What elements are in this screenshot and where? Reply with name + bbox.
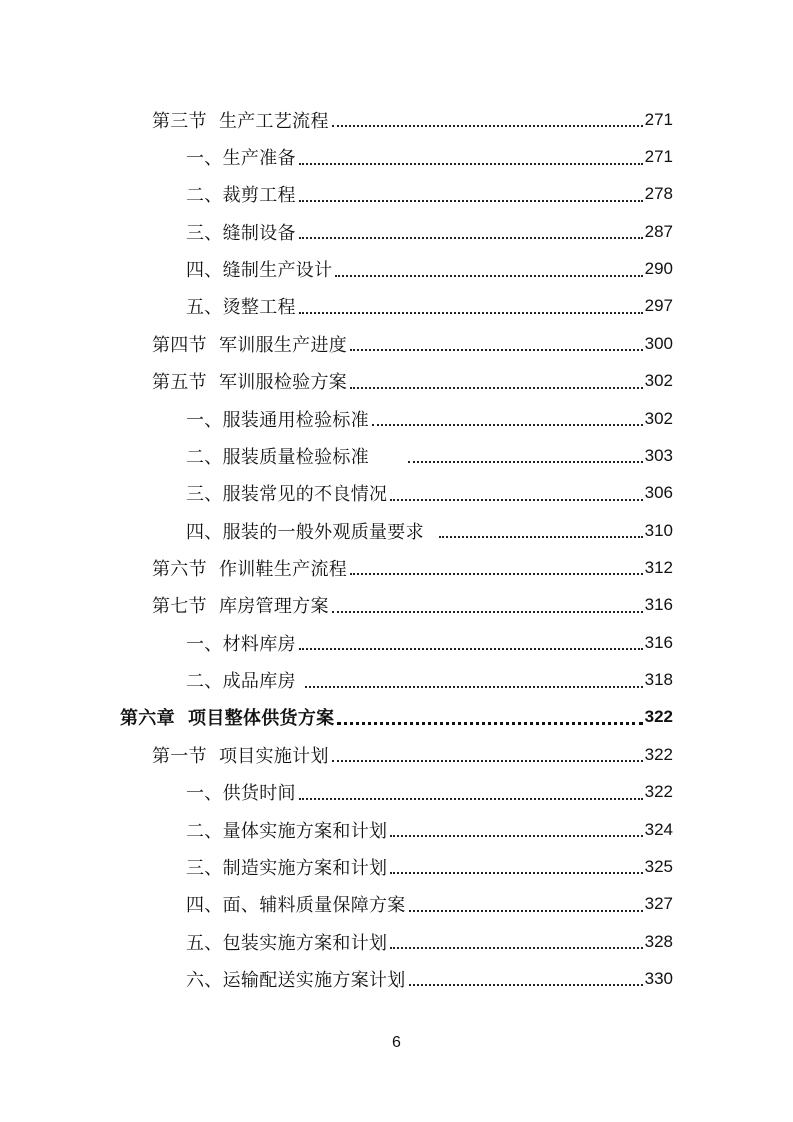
toc-entry-title: 六、运输配送实施方案计划 — [186, 969, 406, 991]
toc-entry-page-number: 271 — [644, 109, 673, 129]
toc-entry-page-number: 325 — [644, 856, 673, 876]
toc-entry-title: 第六章 项目整体供货方案 — [120, 708, 335, 730]
toc-subsection-entry[interactable] — [0, 848, 793, 885]
toc-entry-title: 二、裁剪工程 — [186, 185, 296, 207]
toc-dot-leader — [390, 871, 642, 874]
toc-dot-leader — [337, 721, 642, 725]
toc-dot-leader — [332, 124, 643, 127]
toc-entry-title: 一、生产准备 — [186, 148, 296, 170]
toc-section-entry[interactable] — [0, 101, 793, 138]
page-number: 6 — [392, 1034, 401, 1051]
toc-section-entry[interactable] — [0, 325, 793, 362]
toc-dot-leader — [332, 610, 643, 613]
toc-entry-title: 一、供货时间 — [186, 783, 296, 805]
toc-subsection-entry[interactable] — [0, 400, 793, 437]
toc-entry-title: 二、成品库房 — [186, 671, 302, 693]
toc-section-entry[interactable] — [0, 363, 793, 400]
toc-dot-leader — [350, 348, 643, 351]
toc-entry-title: 第四节 军训服生产进度 — [152, 334, 348, 356]
toc-entry-title: 第一节 项目实施计划 — [152, 745, 329, 767]
toc-entry-title: 三、制造实施方案和计划 — [186, 857, 388, 879]
toc-entry-page-number: 271 — [644, 147, 673, 167]
toc-subsection-entry[interactable] — [0, 923, 793, 960]
toc-entry-page-number: 322 — [644, 782, 673, 802]
toc-entry-page-number: 300 — [644, 333, 673, 353]
toc-entry-page-number: 322 — [644, 744, 673, 764]
toc-dot-leader — [372, 423, 643, 426]
toc-entry-title: 二、量体实施方案和计划 — [186, 820, 388, 842]
toc-subsection-entry[interactable] — [0, 213, 793, 250]
toc-dot-leader — [299, 162, 643, 165]
toc-entry-page-number: 316 — [644, 595, 673, 615]
toc-subsection-entry[interactable] — [0, 773, 793, 810]
toc-subsection-entry[interactable] — [0, 512, 793, 549]
toc-entry-title: 四、服装的一般外观质量要求 — [186, 521, 436, 543]
toc-section-entry[interactable] — [0, 736, 793, 773]
toc-dot-leader — [299, 311, 643, 314]
toc-entry-page-number: 327 — [644, 894, 673, 914]
toc-subsection-entry[interactable] — [0, 176, 793, 213]
toc-entry-page-number: 310 — [644, 520, 673, 540]
toc-entry-title: 三、服装常见的不良情况 — [186, 484, 388, 506]
toc-dot-leader — [408, 460, 642, 463]
toc-dot-leader — [350, 572, 643, 575]
toc-entry-title: 第三节 生产工艺流程 — [152, 110, 329, 132]
toc-subsection-entry[interactable] — [0, 624, 793, 661]
toc-dot-leader — [299, 199, 643, 202]
toc-entry-page-number: 302 — [644, 371, 673, 391]
toc-entry-page-number: 322 — [644, 707, 673, 727]
toc-entry-title: 一、服装通用检验标准 — [186, 409, 369, 431]
toc-entry-page-number: 328 — [644, 931, 673, 951]
toc-subsection-entry[interactable] — [0, 250, 793, 287]
toc-dot-leader — [409, 909, 643, 912]
toc-entry-page-number: 318 — [644, 670, 673, 690]
toc-dot-leader — [335, 274, 642, 277]
toc-section-entry[interactable] — [0, 549, 793, 586]
toc-entry-page-number: 287 — [644, 221, 673, 241]
toc-entry-page-number: 330 — [644, 968, 673, 988]
toc-dot-leader — [390, 498, 642, 501]
toc-entry-title: 四、缝制生产设计 — [186, 260, 333, 282]
toc-subsection-entry[interactable] — [0, 960, 793, 997]
toc-entry-page-number: 324 — [644, 819, 673, 839]
toc-dot-leader — [439, 535, 643, 538]
toc-entry-page-number: 297 — [644, 296, 673, 316]
toc-subsection-entry[interactable] — [0, 437, 793, 474]
toc-entry-page-number: 306 — [644, 483, 673, 503]
toc-dot-leader — [299, 236, 643, 239]
toc-subsection-entry[interactable] — [0, 886, 793, 923]
toc-entry-page-number: 316 — [644, 632, 673, 652]
toc-subsection-entry[interactable] — [0, 661, 793, 698]
toc-subsection-entry[interactable] — [0, 288, 793, 325]
toc-entry-title: 第七节 库房管理方案 — [152, 596, 329, 618]
toc-entry-page-number: 290 — [644, 259, 673, 279]
toc-entry-title: 五、包装实施方案和计划 — [186, 932, 388, 954]
toc-entry-page-number: 303 — [644, 445, 673, 465]
toc-entry-page-number: 312 — [644, 557, 673, 577]
toc-entry-title: 五、烫整工程 — [186, 297, 296, 319]
toc-entry-title: 三、缝制设备 — [186, 222, 296, 244]
toc-dot-leader — [390, 946, 642, 949]
toc-entry-title: 第五节 军训服检验方案 — [152, 372, 348, 394]
toc-entry-page-number: 278 — [644, 184, 673, 204]
toc-entry-title: 四、面、辅料质量保障方案 — [186, 895, 406, 917]
toc-subsection-entry[interactable] — [0, 811, 793, 848]
toc-dot-leader — [409, 983, 643, 986]
table-of-contents — [0, 101, 793, 998]
toc-entry-title: 第六节 作训鞋生产流程 — [152, 558, 348, 580]
toc-entry-title: 一、材料库房 — [186, 633, 296, 655]
toc-dot-leader — [390, 834, 642, 837]
toc-subsection-entry[interactable] — [0, 138, 793, 175]
toc-dot-leader — [350, 386, 643, 389]
toc-entry-page-number: 302 — [644, 408, 673, 428]
toc-dot-leader — [305, 685, 643, 688]
toc-dot-leader — [299, 647, 643, 650]
toc-section-entry[interactable] — [0, 587, 793, 624]
toc-dot-leader — [299, 797, 643, 800]
toc-entry-title: 二、服装质量检验标准 — [186, 446, 406, 468]
toc-subsection-entry[interactable] — [0, 475, 793, 512]
toc-dot-leader — [332, 759, 643, 762]
toc-chapter-entry[interactable] — [0, 699, 793, 736]
